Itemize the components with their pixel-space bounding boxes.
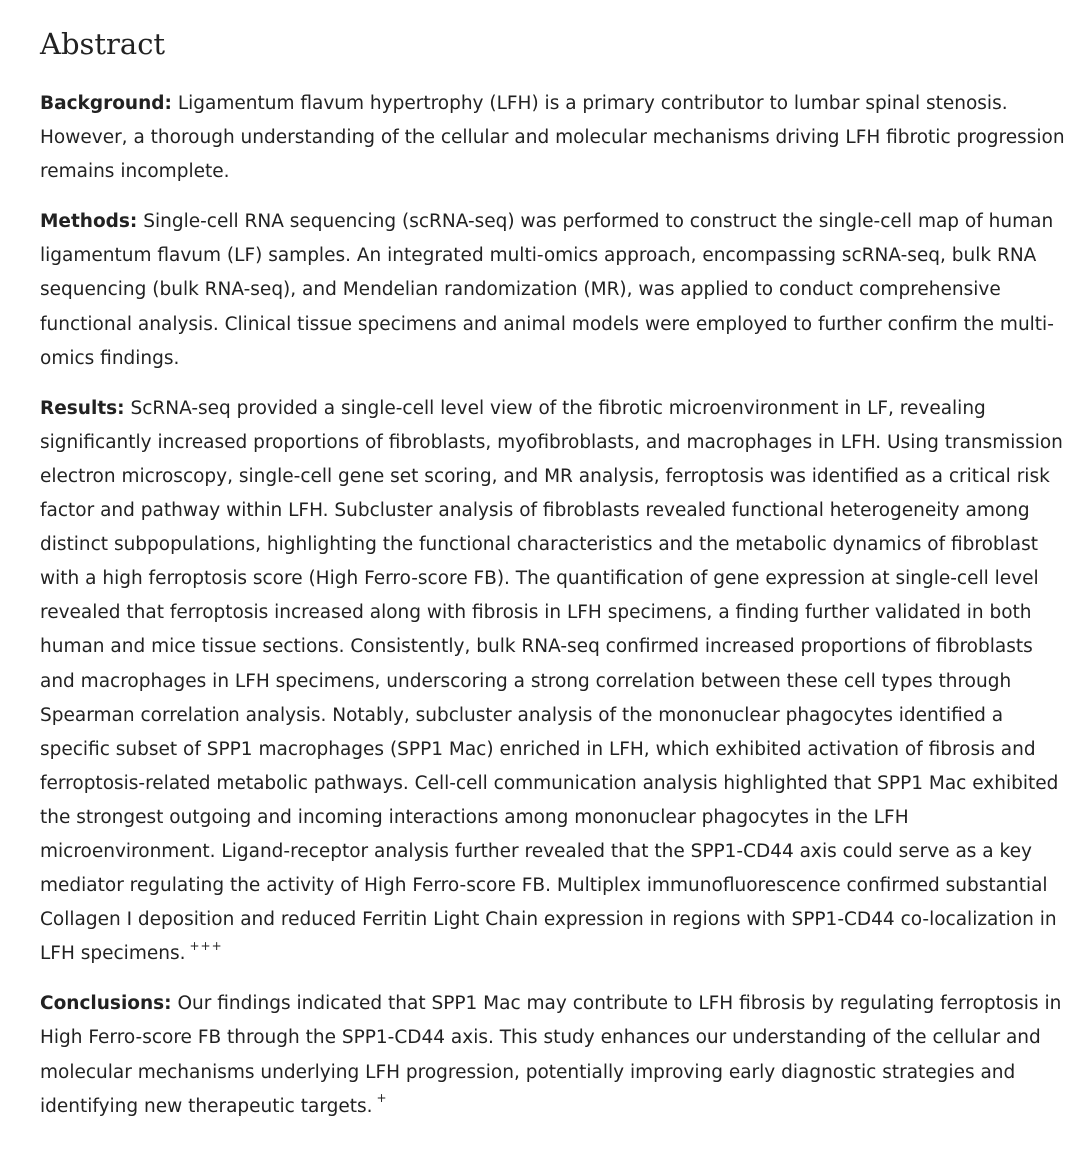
conclusions-label: Conclusions:: [40, 993, 172, 1015]
abstract-section: [40, 22, 1070, 1140]
background-label: Background:: [40, 93, 172, 114]
conclusions-text: Our findings indicated that SPP1 Mac may contribute to LFH fibrosis by regulating ferroptosis in High Ferro-score FB through the SPP1-CD44 axis. This study enhances our understanding of the cellular and molecular mechanisms underlying LFH progression, potentially improving early diagnostic strategies and identifying new therapeutic targets.: [40, 993, 1062, 1117]
abstract-heading: Abstract: [40, 27, 166, 61]
results-paragraph: [40, 392, 1070, 972]
background-text: Ligamentum flavum hypertrophy (LFH) is a primary contributor to lumbar spinal stenosis. However, a thorough understanding of the cellular and molecular mechanisms driving LFH fibrotic progression remains incomplete.: [40, 93, 1065, 183]
methods-label: Methods:: [40, 211, 138, 233]
conclusions-reference-mark: +: [376, 1091, 388, 1106]
conclusions-paragraph: [40, 987, 1070, 1123]
results-text: ScRNA-seq provided a single-cell level view of the fibrotic microenvironment in LF, revealing significantly increased proportions of fibroblasts, myofibroblasts, and macrophages in LFH. Using transmission electron microscopy, single-cell gene set scoring, and MR analysis, ferroptosis was identified as a critical risk factor and pathway within LFH. Subcluster analysis of fibroblasts revealed functional heterogeneity among distinct subpopulations, highlighting the functional characteristics and the metabolic dynamics of fibroblast with a high ferroptosis score (High Ferro-score FB). The quantification of gene expression at single-cell level revealed that ferroptosis increased along with fibrosis in LFH specimens, a finding further validated in both human and mice tissue sections. Consistently, bulk RNA-seq confirmed increased proportions of fibroblasts and macrophages in LFH specimens, underscoring a strong correlation between these cell types through Spearman correlation analysis. Notably, subcluster analysis of the mononuclear phagocytes identified a specific subset of SPP1 macrophages (SPP1 Mac) enriched in LFH, which exhibited activation of fibrosis and ferroptosis-related metabolic pathways. Cell-cell communication analysis highlighted that SPP1 Mac exhibited the strongest outgoing and incoming interactions among mononuclear phagocytes in the LFH microenvironment. Ligand-receptor analysis further revealed that the SPP1-CD44 axis could serve as a key mediator regulating the activity of High Ferro-score FB. Multiplex immunofluorescence confirmed substantial Collagen I deposition and reduced Ferritin Light Chain expression in regions with SPP1-CD44 co-localization in LFH specimens.: [40, 397, 1063, 965]
methods-text: Single-cell RNA sequencing (scRNA-seq) was performed to construct the single-cell map of human ligamentum flavum (LF) samples. An integrated multi-omics approach, encompassing scRNA-seq, bulk RNA sequencing (bulk RNA-seq), and Mendelian randomization (MR), was applied to conduct comprehensive functional analysis. Clinical tissue specimens and animal models were employed to further confirm the multi-omics findings.: [40, 211, 1054, 369]
methods-paragraph: [40, 205, 1070, 375]
background-paragraph: [40, 87, 1070, 189]
results-label: Results:: [40, 397, 125, 419]
results-reference-mark: +++: [189, 939, 223, 954]
